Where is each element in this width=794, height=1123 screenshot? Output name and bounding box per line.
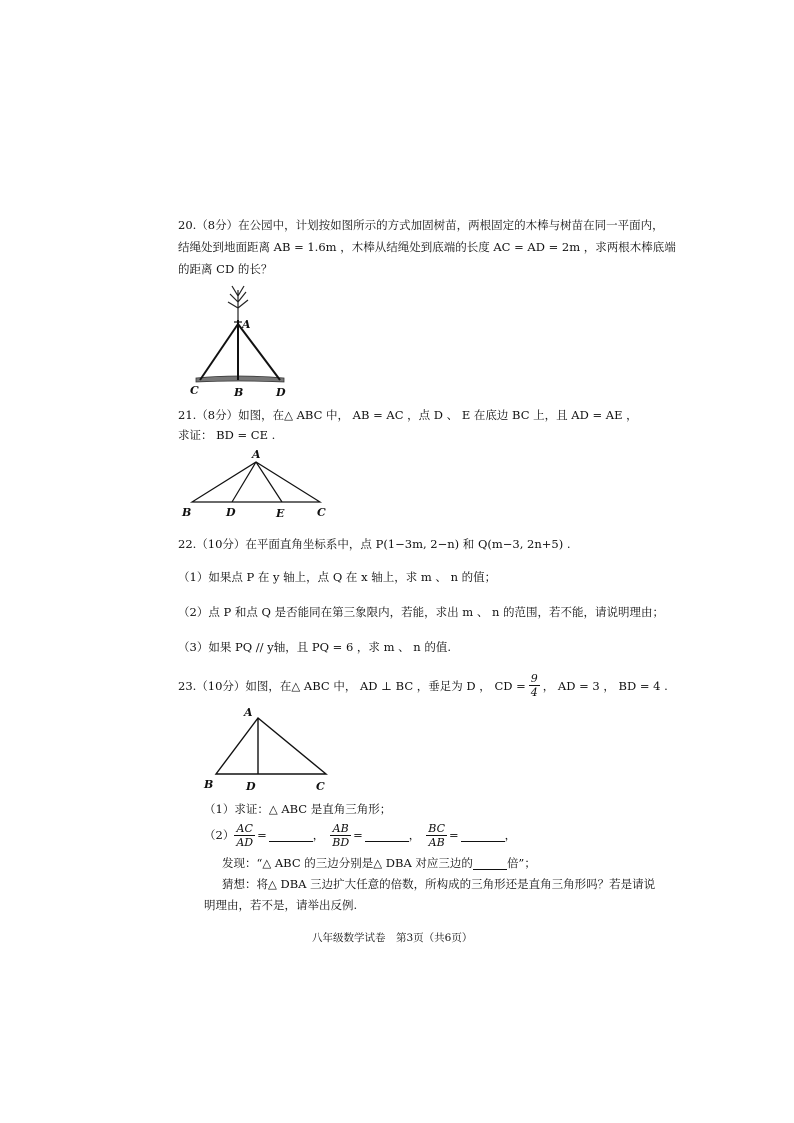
q23-frac2-num: AB — [330, 822, 351, 836]
q23-triangle-figure — [198, 704, 338, 796]
q23-sub2 — [204, 820, 516, 850]
q23-eq3: = — [449, 828, 459, 842]
q22-sub1: （1）如果点 P 在 y 轴上，点 Q 在 x 轴上，求 m 、 n 的值； — [178, 570, 497, 584]
q23-eq1: = — [257, 828, 267, 842]
q23-frac-bc-ab — [426, 822, 447, 849]
q23-sep3: ， — [504, 828, 517, 842]
q21-label-B: B — [182, 506, 192, 519]
q20-line3: 的距离 CD 的长？ — [178, 262, 273, 276]
q21-label-E: E — [276, 507, 285, 520]
q23-frac-ac-ad — [234, 822, 255, 849]
q20-label-D: D — [276, 386, 286, 399]
q23-eq2: = — [353, 828, 363, 842]
q21-label-D: D — [226, 506, 236, 519]
q23-cd-fraction — [529, 672, 540, 699]
q23-discover-b: 倍”； — [506, 856, 536, 870]
q23-cd-num: 9 — [530, 672, 538, 685]
q20-line1: 20.（8分）在公园中，计划按如图所示的方式加固树苗，两根固定的木棒与树苗在同一平面内， — [178, 218, 664, 232]
q23-line1-b: ， AD = 3 ， BD = 4 . — [542, 678, 668, 693]
q22-sub3: （3）如果 PQ // y轴，且 PQ = 6 ，求 m 、 n 的值. — [178, 640, 452, 654]
q23-guess-line2: 明理由，若不是，请举出反例. — [204, 898, 358, 912]
q23-blank-ratio[interactable] — [473, 857, 507, 870]
q23-sub1: （1）求证：△ ABC 是直角三角形； — [204, 802, 392, 816]
q23-guess-line1: 猜想：将△ DBA 三边扩大任意的倍数，所构成的三角形还是直角三角形吗？若是请说 — [222, 877, 656, 891]
q21-triangle-figure — [176, 446, 336, 522]
q22-sub2: （2）点 P 和点 Q 是否能同在第三象限内，若能，求出 m 、 n 的范围，若不能，请说明理由； — [178, 605, 665, 619]
q23-frac2-den: BD — [332, 835, 350, 849]
q23-sep2: ， — [408, 828, 421, 842]
page-footer: 八年级数学试卷 第3页（共6页） — [312, 932, 473, 944]
q23-line1-a: 23.（10分）如图，在△ ABC 中， AD ⊥ BC ，垂足为 D ， CD = — [178, 678, 526, 693]
q20-label-C: C — [190, 384, 199, 397]
q23-sep1: ， — [312, 828, 325, 842]
q20-line2: 结绳处到地面距离 AB = 1.6m ，木棒从结绳处到底端的长度 AC = AD = 2m ，求两根木棒底端 — [178, 240, 676, 254]
q23-cd-den: 4 — [530, 686, 538, 699]
q23-label-B: B — [204, 778, 214, 791]
q20-label-A: A — [242, 318, 251, 331]
q21-label-A: A — [252, 448, 261, 461]
q21-line2: 求证： BD = CE . — [178, 428, 276, 442]
q23-label-C: C — [316, 780, 325, 793]
q21-line1: 21.（8分）如图，在△ ABC 中， AB = AC ，点 D 、 E 在底边 BC 上，且 AD = AE ， — [178, 408, 638, 422]
q23-frac1-num: AC — [234, 822, 255, 836]
q22-line1: 22.（10分）在平面直角坐标系中，点 P(1−3m, 2−n) 和 Q(m−3, 2n+5) . — [178, 537, 571, 551]
q20-tree-figure — [188, 280, 298, 402]
q23-frac3-den: AB — [428, 835, 445, 849]
q23-blank-2[interactable] — [365, 829, 409, 842]
q21-label-C: C — [317, 506, 326, 519]
q23-sub2-label: （2） — [204, 828, 235, 842]
q20-label-B: B — [234, 386, 244, 399]
q23-discover — [222, 852, 536, 874]
q23-frac-ab-bd — [330, 822, 351, 849]
q23-blank-1[interactable] — [269, 829, 313, 842]
q23-discover-a: 发现：“△ ABC 的三边分别是△ DBA 对应三边的 — [222, 856, 473, 870]
q23-frac3-num: BC — [428, 821, 445, 835]
q23-blank-3[interactable] — [461, 829, 505, 842]
q23-frac1-den: AD — [236, 835, 254, 849]
q23-label-D: D — [246, 780, 256, 793]
q23-line1 — [178, 672, 668, 699]
q23-label-A: A — [244, 706, 253, 719]
